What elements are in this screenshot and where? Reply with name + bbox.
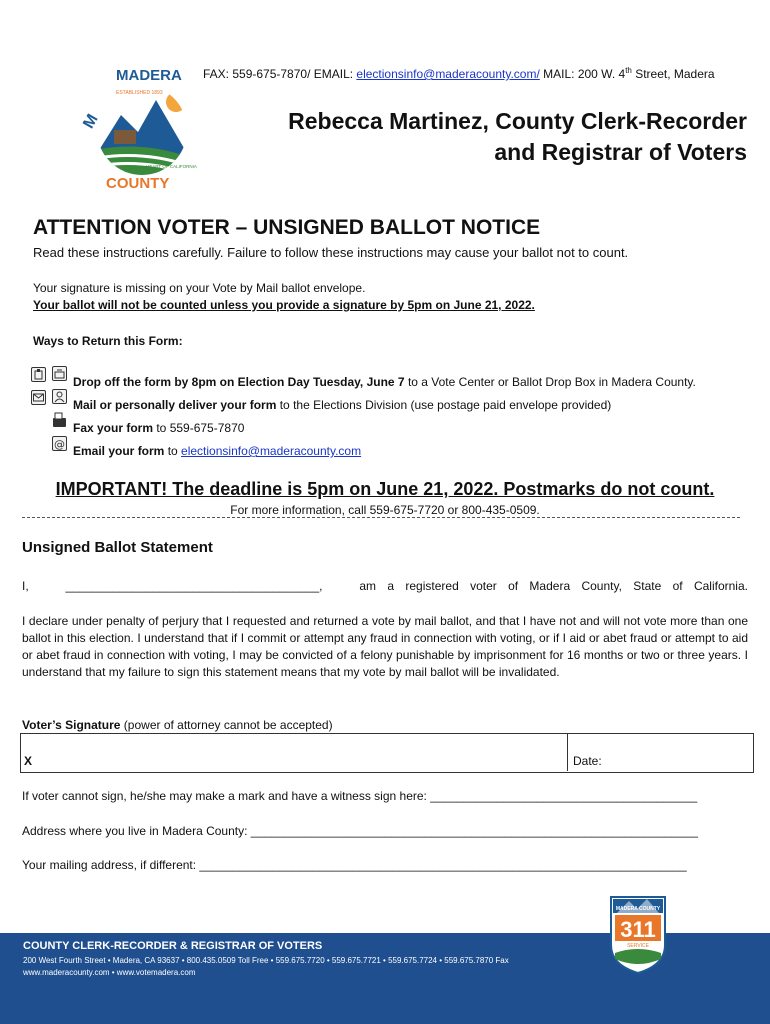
cut-line-divider <box>22 517 740 518</box>
statement-name-line <box>22 579 748 593</box>
method-mail-bold: Mail or personally deliver your form <box>73 398 277 412</box>
email-link[interactable]: electionsinfo@maderacounty.com/ <box>356 67 540 81</box>
service-311-badge <box>607 893 669 975</box>
signature-box[interactable] <box>20 733 754 773</box>
missing-signature-text: Your signature is missing on your Vote by Mail ballot envelope. <box>33 281 366 295</box>
svg-text:311: 311 <box>620 917 656 942</box>
signature-x: X <box>24 754 33 768</box>
svg-text:@: @ <box>54 438 65 450</box>
svg-text:HEART OF CALIFORNIA: HEART OF CALIFORNIA <box>146 164 197 169</box>
org-line-2: and Registrar of Voters <box>494 139 747 165</box>
statement-rest: am a registered voter of Madera County, State of California. <box>359 579 748 593</box>
contact-prefix: FAX: 559-675-7870/ EMAIL: <box>203 67 357 81</box>
method-email <box>73 444 361 458</box>
notice-lead: Read these instructions carefully. Failure to follow these instructions may cause your ballot not to count. <box>33 245 629 260</box>
method-fax-bold: Fax your form <box>73 421 154 435</box>
statement-title: Unsigned Ballot Statement <box>22 539 213 556</box>
more-info: For more information, call 559-675-7720 or 800-435-0509. <box>230 503 540 517</box>
method-dropoff <box>73 375 696 389</box>
footer-title: COUNTY CLERK-RECORDER & REGISTRAR OF VOTERS <box>23 940 323 952</box>
svg-text:SERVICE: SERVICE <box>627 943 649 949</box>
mail-text: MAIL: 200 W. 4 <box>539 67 626 81</box>
method-mail-rest: to the Elections Division (use postage paid envelope provided) <box>276 398 612 412</box>
org-title <box>288 106 747 168</box>
at-sign-icon <box>52 436 67 451</box>
notice-title: ATTENTION VOTER – UNSIGNED BALLOT NOTICE <box>33 216 541 239</box>
dropbox-icon <box>31 367 46 382</box>
signature-label-bold: Voter’s Signature <box>22 718 121 732</box>
method-dropoff-rest: to a Vote Center or Ballot Drop Box in Madera County. <box>404 375 696 389</box>
signature-label <box>22 718 333 732</box>
statement-i: I, <box>22 579 29 593</box>
mail-sup: th <box>625 66 632 75</box>
svg-text:M: M <box>80 111 102 132</box>
ways-title: Ways to Return this Form: <box>33 334 183 348</box>
address-line[interactable]: Address where you live in Madera County: ___________________________________________________________________ <box>22 824 698 838</box>
person-icon <box>52 389 67 404</box>
method-fax <box>73 421 244 435</box>
mail-suffix: Street, Madera <box>631 67 715 81</box>
method-email-link[interactable]: electionsinfo@maderacounty.com <box>181 444 362 458</box>
important-deadline: IMPORTANT! The deadline is 5pm on June 21, 2022. Postmarks do not count. <box>55 479 715 499</box>
contact-line <box>203 66 715 81</box>
witness-line[interactable]: If voter cannot sign, he/she may make a mark and have a witness sign here: ________________________________________ <box>22 789 698 803</box>
name-blank[interactable]: ______________________________________, <box>65 579 323 593</box>
svg-text:COUNTY: COUNTY <box>106 175 170 192</box>
org-line-1: Rebecca Martinez, County Clerk-Recorder <box>288 108 747 134</box>
date-field[interactable]: Date: <box>573 754 602 768</box>
ballot-box-icon <box>52 366 67 381</box>
footer-address: 200 West Fourth Street • Madera, CA 93637 • 800.435.0509 Toll Free • 559.675.7720 • 559.675.7721 • 559.675.7724 • 559.675.7870 Fax <box>23 956 509 965</box>
deadline-warning: Your ballot will not be counted unless you provide a signature by 5pm on June 21, 2022. <box>33 298 535 312</box>
signature-box-divider <box>567 733 568 771</box>
envelope-icon <box>31 390 46 405</box>
method-email-bold: Email your form <box>73 444 165 458</box>
fax-icon <box>52 412 68 428</box>
footer-websites: www.maderacounty.com • www.votemadera.com <box>23 968 196 977</box>
method-dropoff-bold: Drop off the form by 8pm on Election Day Tuesday, June 7 <box>73 375 405 389</box>
svg-text:MADERA COUNTY: MADERA COUNTY <box>615 906 661 912</box>
method-email-rest: to <box>164 444 182 458</box>
svg-text:MADERA: MADERA <box>116 67 182 84</box>
signature-label-rest: (power of attorney cannot be accepted) <box>120 718 333 732</box>
method-fax-rest: to 559-675-7870 <box>153 421 245 435</box>
mailing-address-line[interactable]: Your mailing address, if different: _________________________________________________________________________ <box>22 858 687 872</box>
svg-text:ESTABLISHED 1893: ESTABLISHED 1893 <box>116 90 163 96</box>
declaration-text: I declare under penalty of perjury that I requested and returned a vote by mail ballot, and that I have not and will not vote more than one ballot in this election. I understand that if I commit or attempt any fraud in connection with voting, or if I aid or abet fraud or attempt to aid or abet fraud in connection with voting, I may be convicted of a felony punishable by imprisonment for 16 months or two or three years. I understand that my failure to sign this statement means that my vote by mail ballot will be invalidated. <box>22 614 748 679</box>
county-logo <box>76 60 208 195</box>
method-mail <box>73 398 611 412</box>
